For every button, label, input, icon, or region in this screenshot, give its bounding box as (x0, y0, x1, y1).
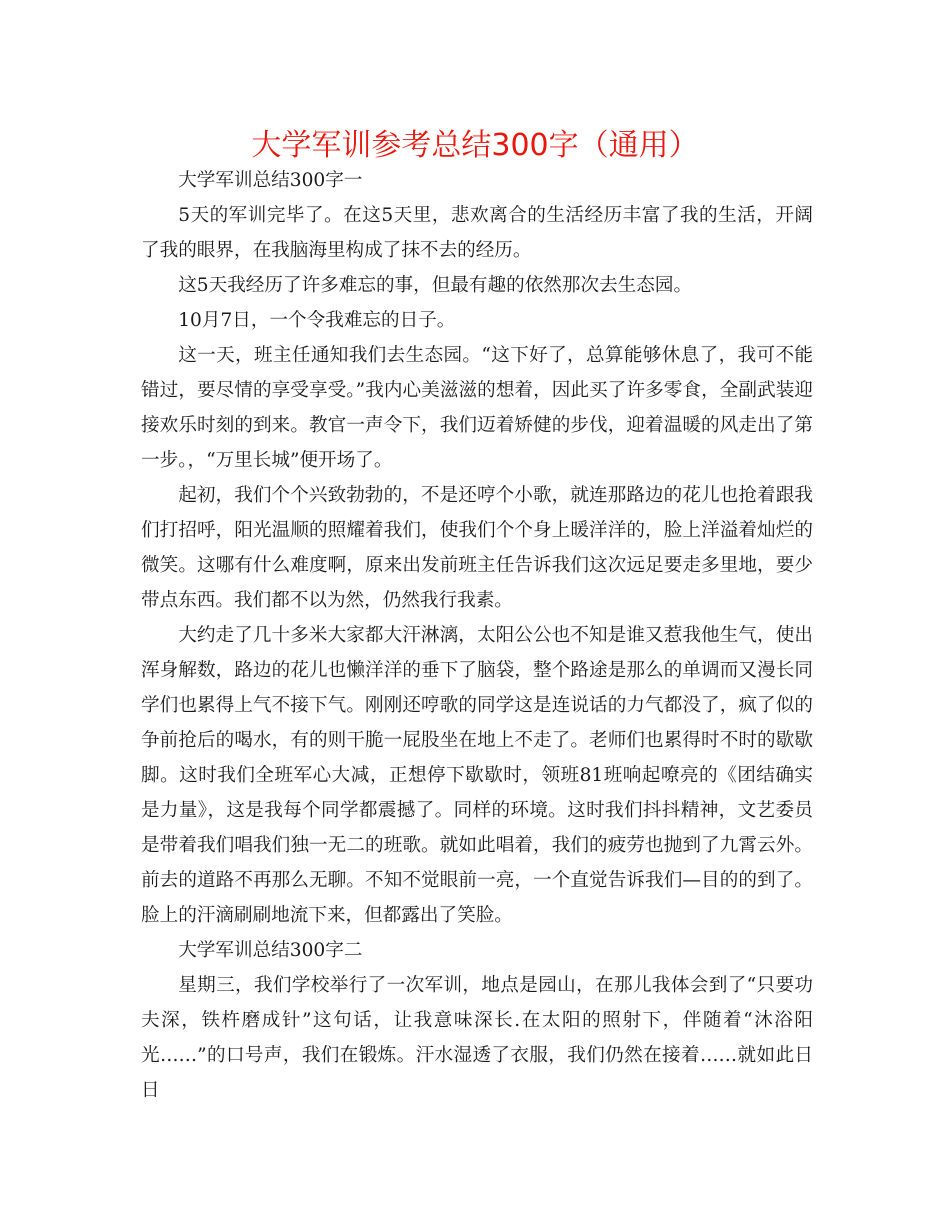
paragraph: 起初，我们个个兴致勃勃的，不是还哼个小歌，就连那路边的花儿也抢着跟我们打招呼，阳光温顺的照耀着我们，使我们个个身上暖洋洋的，脸上洋溢着灿烂的微笑。这哪有什么难度啊，原来出发前班主任告诉我们这次远足要走多里地，要少带点东西。我们都不以为然，仍然我行我素。 (141, 485, 813, 611)
paragraph: 这5天我经历了许多难忘的事，但最有趣的依然那次去生态园。 (178, 275, 693, 296)
paragraph: 10月7日，一个令我难忘的日子。 (178, 310, 456, 331)
section-heading: 大学军训总结300字一 (178, 170, 363, 191)
document-body (141, 163, 813, 1108)
document-title: 大学军训参考总结300字（通用） (251, 128, 699, 163)
paragraph: 大约走了几十多米大家都大汗淋漓，太阳公公也不知是谁又惹我他生气，使出浑身解数，路边的花儿也懒洋洋的垂下了脑袋，整个路途是那么的单调而又漫长同学们也累得上气不接下气。刚刚还哼歌的同学这是连说话的力气都没了，疯了似的争前抢后的喝水，有的则干脆一屁股坐在地上不走了。老师们也累得时不时的歇歇脚。这时我们全班军心大减，正想停下歇歇时，领班81班响起嘹亮的《团结确实是力量》，这是我每个同学都震撼了。同样的环境。这时我们抖抖精神，文艺委员是带着我们唱我们独一无二的班歌。就如此唱着，我们的疲劳也抛到了九霄云外。前去的道路不再那么无聊。不知不觉眼前一亮，一个直觉告诉我们—目的的到了。脸上的汗滴刷刷地流下来，但都露出了笑脸。 (141, 625, 813, 926)
section-heading: 大学军训总结300字二 (178, 940, 363, 961)
paragraph: 这一天，班主任通知我们去生态园。“这下好了，总算能够休息了，我可不能错过，要尽情的享受享受。”我内心美滋滋的想着，因此买了许多零食，全副武装迎接欢乐时刻的到来。教官一声令下，我们迈着矫健的步伐，迎着温暖的风走出了第一步。，“万里长城”便开场了。 (141, 345, 813, 471)
paragraph: 5天的军训完毕了。在这5天里，悲欢离合的生活经历丰富了我的生活，开阔了我的眼界，在我脑海里构成了抹不去的经历。 (141, 205, 813, 261)
paragraph: 星期三，我们学校举行了一次军训，地点是园山，在那儿我体会到了“只要功夫深，铁杵磨成针”这句话，让我意味深长.在太阳的照射下，伴随着“沐浴阳光……”的口号声，我们在锻炼。汗水湿透了衣服，我们仍然在接着……就如此日日 (141, 975, 813, 1101)
